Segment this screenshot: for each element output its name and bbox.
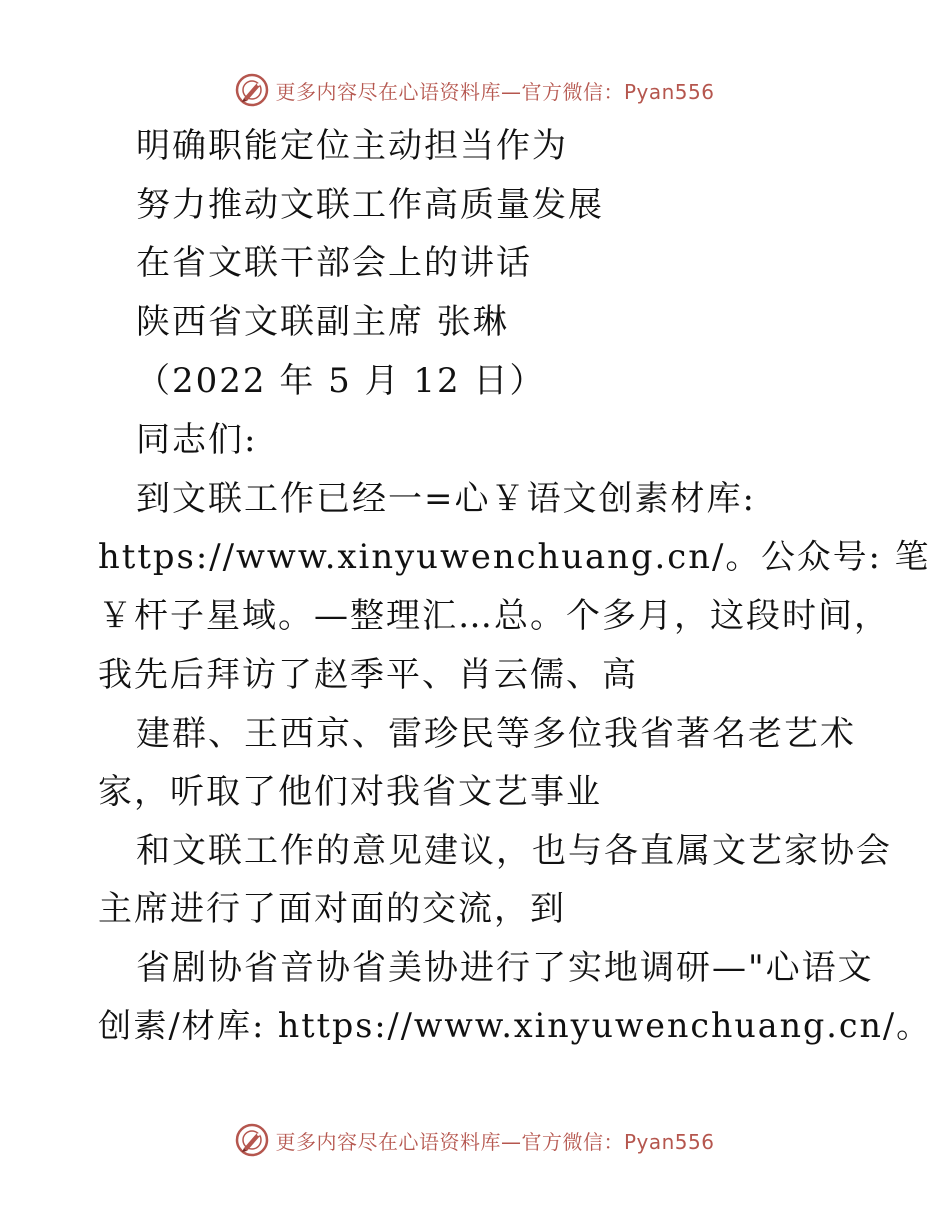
header-watermark-banner bbox=[0, 70, 950, 110]
paragraph-line: 我先后拜访了赵季平、肖云儒、高 bbox=[98, 655, 638, 695]
title-line-1: 明确职能定位主动担当作为 bbox=[136, 126, 568, 166]
paragraph-line: ￥杆子星域。—整理汇…总。个多月，这段时间， bbox=[98, 596, 890, 636]
author-line: 陕西省文联副主席 张琳 bbox=[136, 302, 509, 342]
paragraph-line: 省剧协省音协省美协进行了实地调研—"心语文 bbox=[136, 948, 874, 988]
fountain-pen-logo-icon bbox=[235, 73, 269, 107]
fountain-pen-logo-icon bbox=[235, 1123, 269, 1157]
footer-watermark-banner bbox=[0, 1120, 950, 1160]
paragraph-line: 家，听取了他们对我省文艺事业 bbox=[98, 772, 602, 812]
watermark-text: 更多内容尽在心语资料库—官方微信：Pyan556 bbox=[275, 1129, 715, 1154]
paragraph-line: 和文联工作的意见建议，也与各直属文艺家协会 bbox=[136, 831, 892, 871]
salutation-line: 同志们: bbox=[136, 420, 258, 460]
header-watermark bbox=[235, 73, 714, 107]
paragraph-line: https://www.xinyuwenchuang.cn/。公众号: 笔 bbox=[98, 537, 931, 576]
paragraph-line: 创素/材库: https://www.xinyuwenchuang.cn/。 bbox=[98, 1006, 932, 1045]
paragraph-line: 到文联工作已经一=心￥语文创素材库: bbox=[136, 479, 756, 519]
paragraph-line: 主席进行了面对面的交流，到 bbox=[98, 889, 566, 929]
footer-watermark bbox=[235, 1123, 714, 1157]
watermark-text: 更多内容尽在心语资料库—官方微信：Pyan556 bbox=[275, 79, 715, 104]
date-line: （2022 年 5 月 12 日） bbox=[136, 361, 546, 401]
paragraph-line: 建群、王西京、雷珍民等多位我省著名老艺术 bbox=[136, 714, 856, 754]
subtitle-line: 在省文联干部会上的讲话 bbox=[136, 243, 532, 283]
title-line-2: 努力推动文联工作高质量发展 bbox=[136, 185, 604, 225]
